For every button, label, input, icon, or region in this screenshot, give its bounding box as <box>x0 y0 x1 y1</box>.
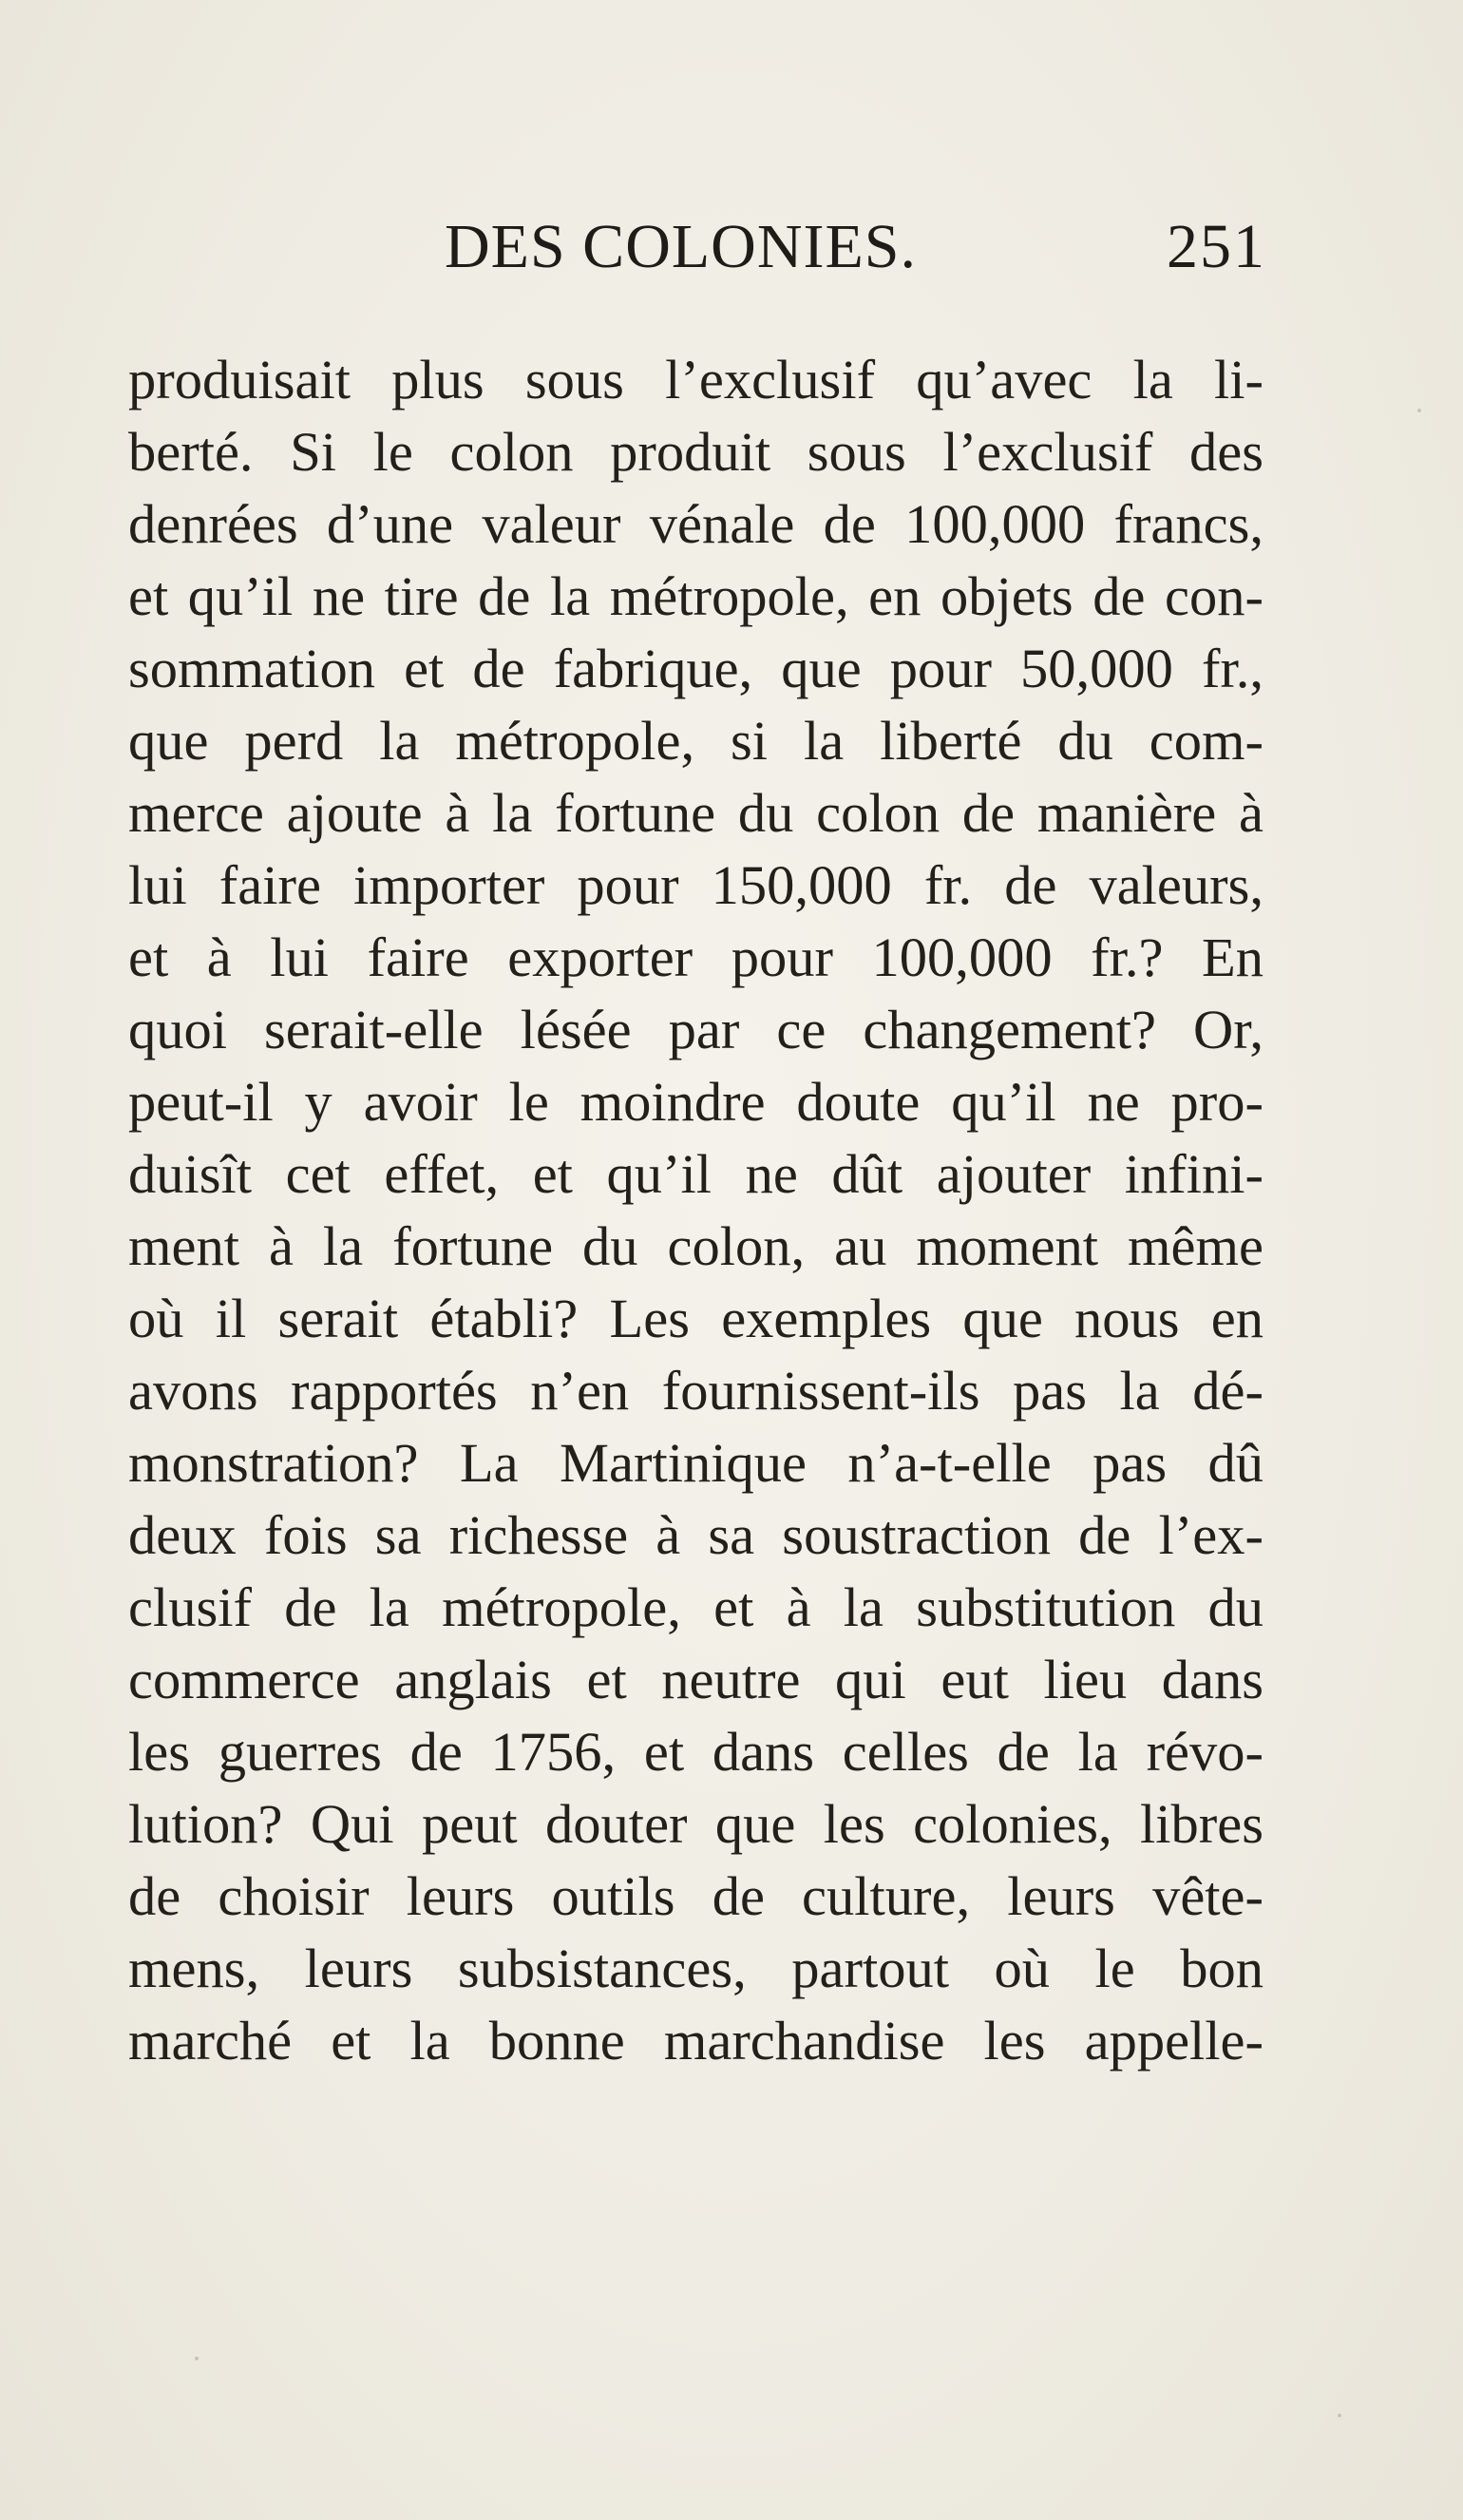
text-line: duisît cet effet, et qu’il ne dût ajouter infini- <box>128 1143 1264 1205</box>
text-line: peut-il y avoir le moindre doute qu’il ne pro- <box>128 1071 1264 1133</box>
text-line: mens, leurs subsistances, partout où le bon <box>128 1938 1264 1999</box>
running-title: DES COLONIES. <box>445 212 918 281</box>
text-line: sommation et de fabrique, que pour 50,000 fr., <box>128 638 1264 699</box>
text-line: quoi serait-elle lésée par ce changement? Or, <box>128 999 1264 1060</box>
text-line: avons rapportés n’en fournissent-ils pas la dé- <box>128 1360 1264 1422</box>
text-line: ment à la fortune du colon, au moment même <box>128 1215 1264 1277</box>
text-line: commerce anglais et neutre qui eut lieu dans <box>128 1649 1264 1710</box>
page-header <box>0 211 1463 287</box>
text-line: les guerres de 1756, et dans celles de la révo- <box>128 1721 1264 1783</box>
paper-speck <box>195 2357 199 2360</box>
text-line: merce ajoute à la fortune du colon de manière à <box>128 782 1264 844</box>
text-line: berté. Si le colon produit sous l’exclusif des <box>128 421 1264 483</box>
text-line: monstration? La Martinique n’a-t-elle pas dû <box>128 1432 1264 1494</box>
text-line: lution? Qui peut douter que les colonies, libres <box>128 1793 1264 1855</box>
text-line: clusif de la métropole, et à la substitution du <box>128 1576 1264 1638</box>
paper-speck <box>1417 409 1421 412</box>
text-line: denrées d’une valeur vénale de 100,000 francs, <box>128 493 1264 555</box>
paper-speck <box>1338 2414 1341 2417</box>
text-line: de choisir leurs outils de culture, leurs vête- <box>128 1865 1264 1927</box>
text-line: et à lui faire exporter pour 100,000 fr.? En <box>128 926 1264 988</box>
text-line: produisait plus sous l’exclusif qu’avec la li- <box>128 349 1264 410</box>
text-line: marché et la bonne marchandise les appelle- <box>128 2010 1264 2071</box>
text-line: que perd la métropole, si la liberté du com- <box>128 710 1264 772</box>
body-text <box>128 344 1264 2077</box>
text-line: où il serait établi? Les exemples que nous en <box>128 1288 1264 1349</box>
text-line: et qu’il ne tire de la métropole, en objets de con- <box>128 565 1264 627</box>
text-line: lui faire importer pour 150,000 fr. de valeurs, <box>128 854 1264 916</box>
text-line: deux fois sa richesse à sa soustraction de l’ex- <box>128 1504 1264 1566</box>
page-number: 251 <box>1167 212 1266 281</box>
